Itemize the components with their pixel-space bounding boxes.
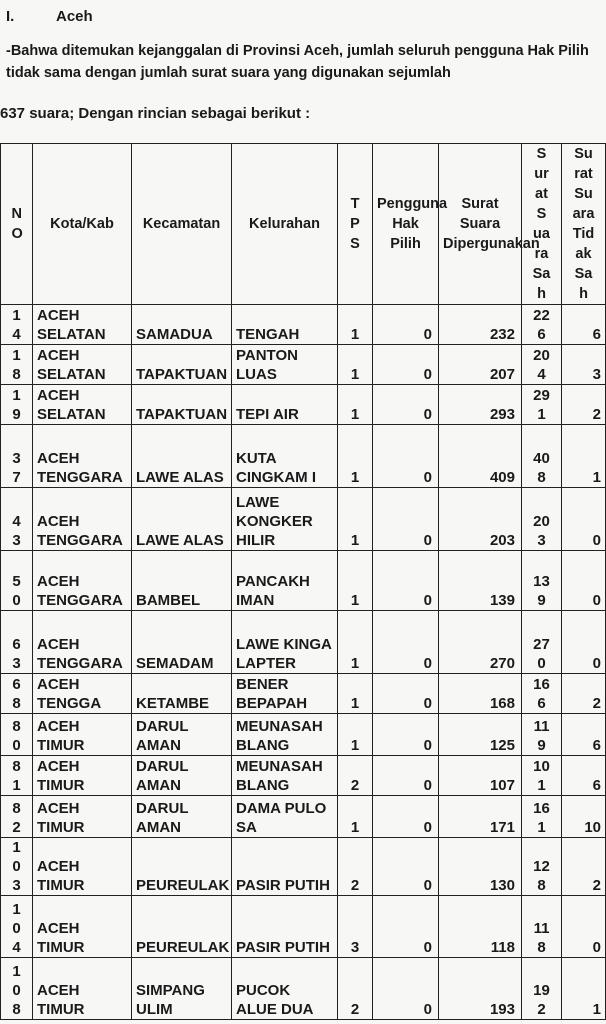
cell-pengguna: 0 <box>373 756 439 796</box>
cell-no: 81 <box>1 756 33 796</box>
cell-surat: 118 <box>439 896 522 958</box>
cell-pengguna: 0 <box>373 425 439 488</box>
cell-sah: 270 <box>522 611 562 674</box>
table-row <box>1 674 606 714</box>
cell-kota: ACEH TENGGARA <box>33 425 132 488</box>
cell-kelurahan: TENGAH <box>232 305 338 345</box>
cell-kecamatan: DARUL AMAN <box>132 756 232 796</box>
cell-no: 63 <box>1 611 33 674</box>
cell-kecamatan: LAWE ALAS <box>132 488 232 551</box>
cell-no: 43 <box>1 488 33 551</box>
cell-tps: 3 <box>338 896 373 958</box>
cell-no: 104 <box>1 896 33 958</box>
header-tps: TPS <box>338 144 373 305</box>
cell-sah: 161 <box>522 796 562 838</box>
cell-sah: 118 <box>522 896 562 958</box>
cell-kelurahan: MEUNASAH BLANG <box>232 714 338 756</box>
cell-surat: 125 <box>439 714 522 756</box>
cell-pengguna: 0 <box>373 838 439 896</box>
cell-surat: 203 <box>439 488 522 551</box>
cell-kelurahan: PANCAKH IMAN <box>232 551 338 611</box>
cell-sah: 192 <box>522 958 562 1020</box>
cell-tidak-sah: 3 <box>562 345 606 385</box>
cell-kelurahan: PASIR PUTIH <box>232 838 338 896</box>
cell-sah: 204 <box>522 345 562 385</box>
cell-sah: 101 <box>522 756 562 796</box>
cell-kelurahan: LAWE KONGKER HILIR <box>232 488 338 551</box>
cell-sah: 128 <box>522 838 562 896</box>
cell-tidak-sah: 6 <box>562 714 606 756</box>
cell-kecamatan: SIMPANG ULIM <box>132 958 232 1020</box>
cell-tps: 2 <box>338 838 373 896</box>
cell-pengguna: 0 <box>373 305 439 345</box>
table-row <box>1 756 606 796</box>
cell-kelurahan: KUTA CINGKAM I <box>232 425 338 488</box>
cell-tidak-sah: 0 <box>562 488 606 551</box>
table-header-row <box>1 144 606 305</box>
cell-pengguna: 0 <box>373 345 439 385</box>
cell-kelurahan: PANTON LUAS <box>232 345 338 385</box>
table-row <box>1 305 606 345</box>
cell-pengguna: 0 <box>373 488 439 551</box>
cell-pengguna: 0 <box>373 551 439 611</box>
cell-pengguna: 0 <box>373 896 439 958</box>
cell-sah: 203 <box>522 488 562 551</box>
table-row <box>1 611 606 674</box>
cell-kelurahan: BENER BEPAPAH <box>232 674 338 714</box>
cell-tps: 2 <box>338 958 373 1020</box>
cell-pengguna: 0 <box>373 611 439 674</box>
cell-no: 50 <box>1 551 33 611</box>
cell-kecamatan: TAPAKTUAN <box>132 345 232 385</box>
cell-no: 103 <box>1 838 33 896</box>
cell-kecamatan: BAMBEL <box>132 551 232 611</box>
cell-kota: ACEH SELATAN <box>33 345 132 385</box>
cell-kota: ACEH TIMUR <box>33 838 132 896</box>
cell-no: 14 <box>1 305 33 345</box>
cell-kecamatan: LAWE ALAS <box>132 425 232 488</box>
cell-no: 108 <box>1 958 33 1020</box>
cell-pengguna: 0 <box>373 714 439 756</box>
section-heading <box>6 8 93 25</box>
cell-kecamatan: DARUL AMAN <box>132 796 232 838</box>
table-row <box>1 838 606 896</box>
table-row <box>1 896 606 958</box>
cell-tidak-sah: 1 <box>562 425 606 488</box>
cell-surat: 293 <box>439 385 522 425</box>
cell-tps: 1 <box>338 714 373 756</box>
table-row <box>1 345 606 385</box>
cell-surat: 193 <box>439 958 522 1020</box>
cell-tps: 1 <box>338 425 373 488</box>
cell-tidak-sah: 6 <box>562 305 606 345</box>
cell-kota: ACEH TIMUR <box>33 714 132 756</box>
cell-surat: 107 <box>439 756 522 796</box>
cell-tidak-sah: 0 <box>562 896 606 958</box>
cell-surat: 171 <box>439 796 522 838</box>
table-row <box>1 551 606 611</box>
cell-tps: 1 <box>338 796 373 838</box>
cell-no: 19 <box>1 385 33 425</box>
cell-tidak-sah: 6 <box>562 756 606 796</box>
table-row <box>1 714 606 756</box>
section-title: Aceh <box>56 8 93 25</box>
cell-sah: 226 <box>522 305 562 345</box>
cell-tps: 1 <box>338 488 373 551</box>
cell-sah: 166 <box>522 674 562 714</box>
section-number: I. <box>6 8 15 25</box>
cell-pengguna: 0 <box>373 385 439 425</box>
cell-no: 18 <box>1 345 33 385</box>
intro-paragraph: -Bahwa ditemukan kejanggalan di Provinsi Aceh, jumlah seluruh pengguna Hak Pilih tidak sama dengan jumlah surat suara yang digunakan sejumlah <box>6 43 589 81</box>
cell-surat: 139 <box>439 551 522 611</box>
cell-surat: 270 <box>439 611 522 674</box>
cell-tps: 2 <box>338 756 373 796</box>
cell-kota: ACEH TENGGARA <box>33 551 132 611</box>
cell-kota: ACEH SELATAN <box>33 385 132 425</box>
header-surat: Surat Suara Dipergunakan <box>439 144 522 305</box>
header-no: NO <box>1 144 33 305</box>
header-kecamatan: Kecamatan <box>132 144 232 305</box>
cell-kelurahan: DAMA PULO SA <box>232 796 338 838</box>
cell-tps: 1 <box>338 345 373 385</box>
cell-kecamatan: TAPAKTUAN <box>132 385 232 425</box>
cell-pengguna: 0 <box>373 796 439 838</box>
cell-tidak-sah: 1 <box>562 958 606 1020</box>
table-row <box>1 958 606 1020</box>
cell-tidak-sah: 0 <box>562 611 606 674</box>
cell-surat: 232 <box>439 305 522 345</box>
cell-tidak-sah: 2 <box>562 385 606 425</box>
cell-kelurahan: TEPI AIR <box>232 385 338 425</box>
cell-kelurahan: PASIR PUTIH <box>232 896 338 958</box>
cell-tidak-sah: 2 <box>562 674 606 714</box>
cell-no: 68 <box>1 674 33 714</box>
cell-tps: 1 <box>338 305 373 345</box>
cell-kota: ACEH TENGGA <box>33 674 132 714</box>
cell-kota: ACEH TENGGARA <box>33 488 132 551</box>
cell-sah: 408 <box>522 425 562 488</box>
cell-tps: 1 <box>338 385 373 425</box>
cell-tidak-sah: 2 <box>562 838 606 896</box>
cell-sah: 139 <box>522 551 562 611</box>
cell-kelurahan: PUCOK ALUE DUA <box>232 958 338 1020</box>
cell-tps: 1 <box>338 611 373 674</box>
cell-surat: 409 <box>439 425 522 488</box>
cell-kota: ACEH TIMUR <box>33 756 132 796</box>
cell-no: 82 <box>1 796 33 838</box>
header-pengguna: Pengguna Hak Pilih <box>373 144 439 305</box>
cell-kota: ACEH TENGGARA <box>33 611 132 674</box>
cell-surat: 130 <box>439 838 522 896</box>
table-row <box>1 796 606 838</box>
table-row <box>1 385 606 425</box>
cell-kelurahan: MEUNASAH BLANG <box>232 756 338 796</box>
cell-no: 37 <box>1 425 33 488</box>
cell-kota: ACEH TIMUR <box>33 896 132 958</box>
table-row <box>1 425 606 488</box>
table-row <box>1 488 606 551</box>
header-kelurahan: Kelurahan <box>232 144 338 305</box>
cell-kelurahan: LAWE KINGA LAPTER <box>232 611 338 674</box>
cell-sah: 291 <box>522 385 562 425</box>
cell-kecamatan: SAMADUA <box>132 305 232 345</box>
cell-kecamatan: KETAMBE <box>132 674 232 714</box>
cell-kota: ACEH TIMUR <box>33 796 132 838</box>
cell-tps: 1 <box>338 674 373 714</box>
cell-tidak-sah: 0 <box>562 551 606 611</box>
cell-kecamatan: PEUREULAK <box>132 838 232 896</box>
cell-kecamatan: DARUL AMAN <box>132 714 232 756</box>
cell-tps: 1 <box>338 551 373 611</box>
cell-sah: 119 <box>522 714 562 756</box>
lead-line: 637 suara; Dengan rincian sebagai berikut : <box>0 105 311 122</box>
header-tidak-sah: SuratSuaraTidakSah <box>562 144 606 305</box>
cell-kecamatan: PEUREULAK <box>132 896 232 958</box>
header-sah: SuratSuaraSah <box>522 144 562 305</box>
cell-pengguna: 0 <box>373 674 439 714</box>
cell-kecamatan: SEMADAM <box>132 611 232 674</box>
cell-surat: 207 <box>439 345 522 385</box>
header-kota: Kota/Kab <box>33 144 132 305</box>
vote-discrepancy-table <box>0 143 606 1020</box>
cell-surat: 168 <box>439 674 522 714</box>
cell-kota: ACEH TIMUR <box>33 958 132 1020</box>
cell-kota: ACEH SELATAN <box>33 305 132 345</box>
cell-tidak-sah: 10 <box>562 796 606 838</box>
cell-no: 80 <box>1 714 33 756</box>
cell-pengguna: 0 <box>373 958 439 1020</box>
